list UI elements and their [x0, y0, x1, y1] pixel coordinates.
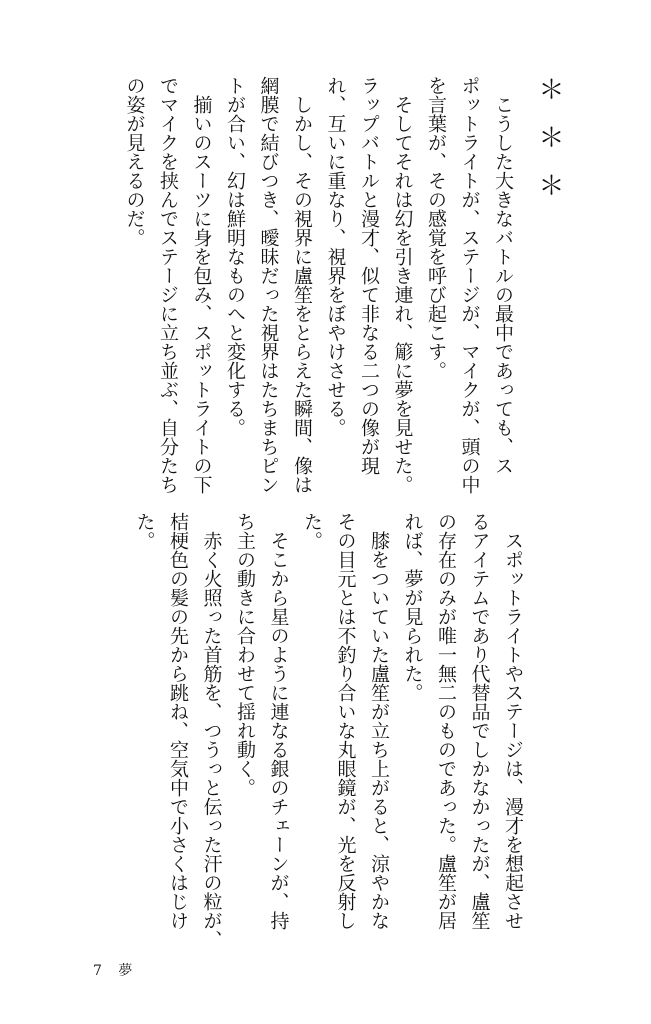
text-line: そこから星のように連なる銀のチェーンが、持 [267, 512, 290, 930]
text-line: こうした大きなバトルの最中であっても、ス [492, 76, 514, 475]
page-footer [93, 960, 144, 980]
text-line: の存在のみが唯一無二のものであった。盧笙が居 [435, 512, 457, 930]
section-title: 夢 [118, 963, 133, 979]
text-line: 膝をついていた盧笙が立ち上がると、涼やかな [368, 512, 390, 930]
text-line: れば、夢が見られた。 [401, 512, 424, 702]
page-number: 7 [93, 963, 102, 979]
text-line: 桔梗色の髪の先から跳ね、空気中で小さくはじけ [167, 512, 189, 930]
text-line: そしてそれは幻を引き連れ、簓に夢を見せた。 [391, 76, 414, 494]
column-indent-space [529, 512, 565, 912]
text-line: スポットライトやステージは、漫才を想起させ [502, 512, 524, 930]
text-line: ラップバトルと漫才、似て非なる二つの像が現 [358, 76, 380, 475]
text-line: 網膜で結びつき、曖昧だった視界はたちまちピン [257, 76, 280, 494]
text-line: 赤く火照った首筋を、つうっと伝った汗の粒が、 [200, 512, 223, 949]
text-line: ち主の動きに合わせて揺れ動く。 [234, 512, 256, 797]
upper-text-block [117, 76, 565, 494]
text-line: た。 [133, 512, 156, 550]
text-line: るアイテムであり代替品でしかなかったが、盧笙 [468, 512, 491, 930]
text-line: でマイクを挟んでステージに立ち並ぶ、自分たち [157, 76, 179, 494]
text-line: トが合い、幻は鮮明なものへと変化する。 [224, 76, 246, 437]
text-line: その目元とは不釣り合いな丸眼鏡が、光を反射し [334, 512, 357, 930]
text-line: 揃いのスーツに身を包み、スポットライトの下 [190, 76, 213, 494]
lower-text-block [127, 512, 565, 949]
text-line: れ、互いに重なり、視界をぼやけさせる。 [324, 76, 347, 437]
text-line: を言葉が、その感覚を呼び起こす。 [425, 76, 447, 380]
text-line: ポットライトが、ステージが、マイクが、頭の中 [458, 76, 481, 494]
text-line: た。 [301, 512, 323, 550]
text-line: の姿が見えるのだ。 [123, 76, 146, 247]
scene-break-asterisks: ＊＊＊ [534, 76, 564, 220]
text-line: しかし、その視界に盧笙をとらえた瞬間、像は [291, 76, 313, 494]
